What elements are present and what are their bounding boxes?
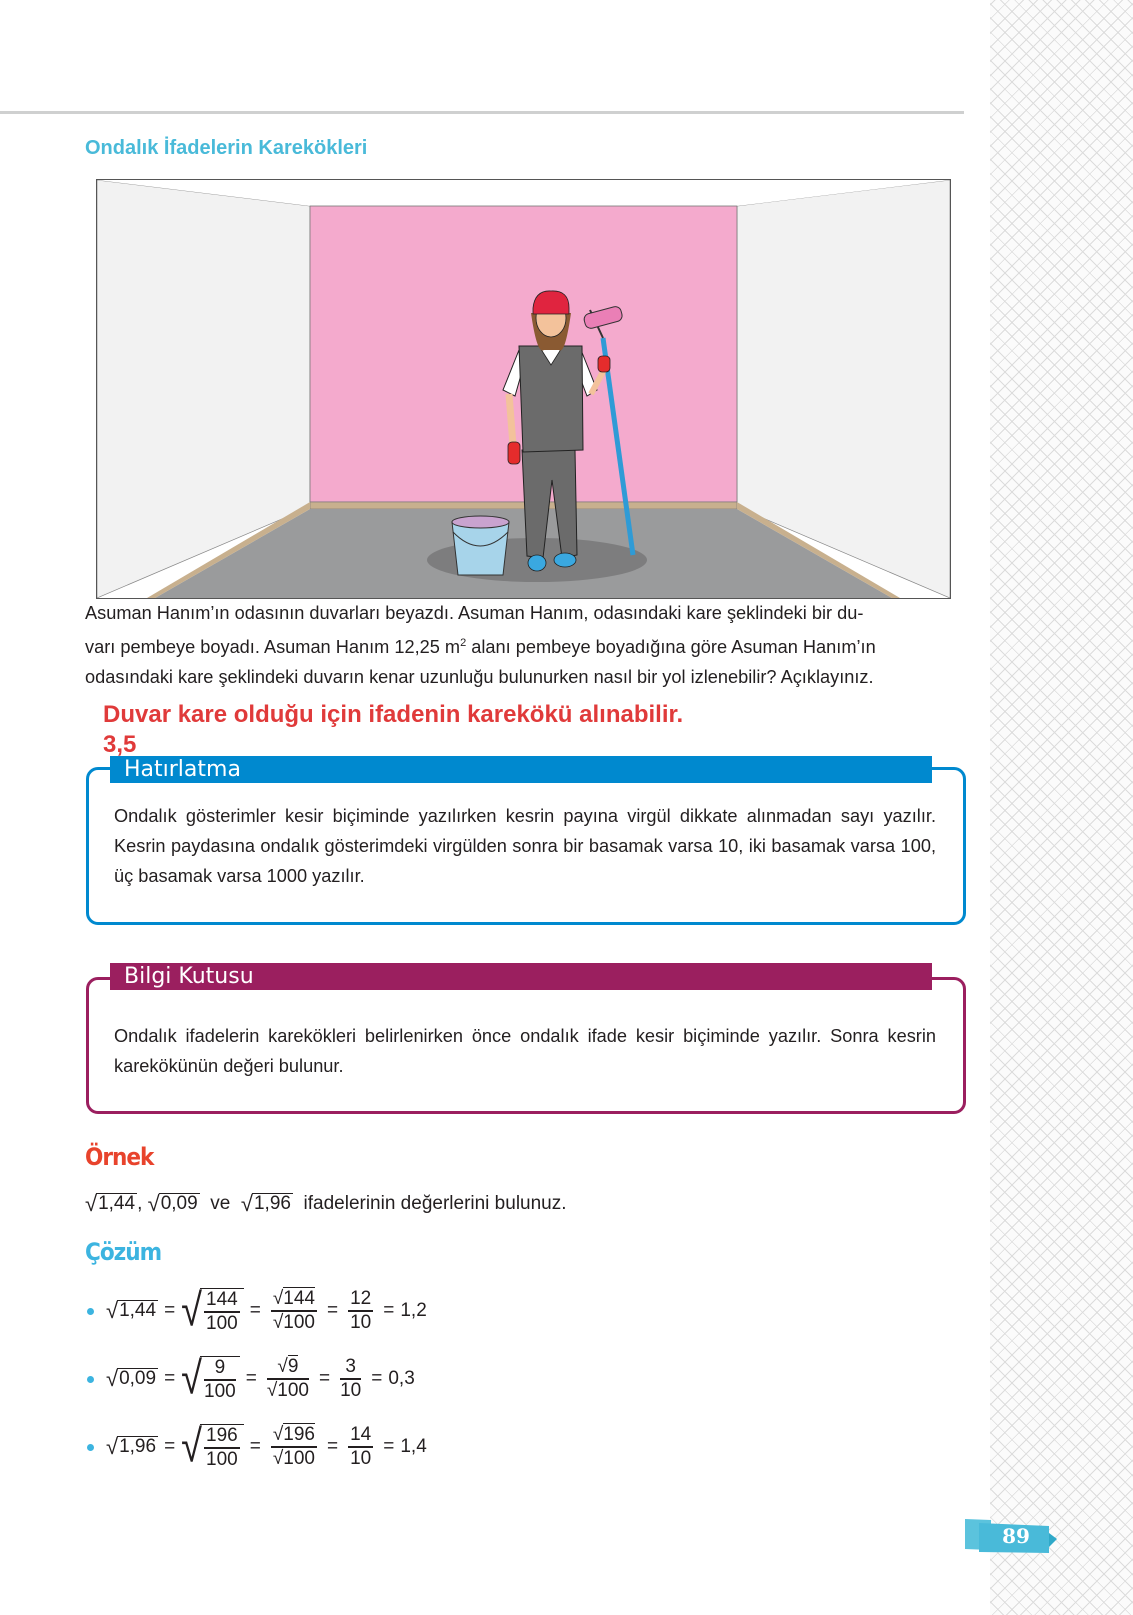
reminder-box-text: Ondalık gösterimler kesir biçiminde yazılırken kesrin payına virgül dikkate alınmadan sayı yazılır. Kesrin paydasına ondalık gösterimdeki virgülden sonra bir basamak varsa 10, iki basamak varsa 100, üç basamak varsa 1000 yazılır. xyxy=(114,806,936,886)
step-result: 1,4 xyxy=(400,1436,427,1457)
simplified-fraction: $\frac{3}{10}$ xyxy=(340,1355,362,1401)
question-paragraph xyxy=(85,598,965,692)
simplified-fraction: $\frac{14}{10}$ xyxy=(350,1423,372,1469)
sqrt-term: √ 0,09 xyxy=(106,1366,157,1391)
sqrt-term: √ 1,44 xyxy=(106,1298,157,1323)
sqrt-icon: √ xyxy=(106,1434,119,1459)
sqrt-term: √ 1,96 xyxy=(106,1434,157,1459)
sqrt-icon: √ xyxy=(147,1191,160,1216)
header-rule xyxy=(0,111,964,114)
question-line-1: Asuman Hanım’ın odasının duvarları beyazdı. Asuman Hanım, odasındaki kare şeklindeki bir du- xyxy=(85,603,864,623)
simplified-fraction: $\frac{12}{10}$ xyxy=(350,1287,372,1333)
sqrt-term: √ 0,09 xyxy=(147,1191,198,1216)
sqrt-term: √ 1,96 xyxy=(240,1191,291,1216)
sqrt-icon: √ xyxy=(240,1191,253,1216)
solution-label: Çözüm xyxy=(85,1238,162,1266)
sqrt-icon: √ xyxy=(181,1285,203,1337)
room-illustration xyxy=(96,179,951,599)
question-line-2: varı pembeye boyadı. Asuman Hanım 12,25 $m^2$ alanı pembeye boyadığına göre Asuman Hanım’ın xyxy=(85,637,876,658)
sqrt-fraction: √ $\frac{144}{100}$ xyxy=(181,1288,244,1335)
bullet-icon xyxy=(87,1308,94,1315)
side-decorative-pattern xyxy=(990,0,1133,1615)
reminder-box-title: Hatırlatma xyxy=(110,756,932,783)
answer-line-2: 3,5 xyxy=(103,731,137,758)
root-fraction: $\frac{√196}{√100}$ xyxy=(272,1423,315,1469)
solution-step: √ 1,96 = √ $\frac{196}{100}$ = $\frac{√196}{√100}$ = $\frac{14}{10}$ = 1,4 xyxy=(85,1417,427,1477)
page-number-badge xyxy=(965,1519,1057,1553)
root-fraction: $\frac{√144}{√100}$ xyxy=(272,1287,315,1333)
solution-step: √ 1,44 = √ $\frac{144}{100}$ = $\frac{√144}{√100}$ = $\frac{12}{10}$ = 1,2 xyxy=(85,1281,427,1341)
sqrt-term: √ 1,44 xyxy=(85,1191,136,1216)
info-box-title: Bilgi Kutusu xyxy=(110,963,932,990)
example-statement: √ 1,44 , √ 0,09 ve √ 1,96 ifadelerinin değerlerini bulunuz. xyxy=(85,1191,567,1216)
bullet-icon xyxy=(87,1376,94,1383)
page-number: 89 xyxy=(1002,1524,1030,1548)
sqrt-fraction: √ $\frac{196}{100}$ xyxy=(181,1424,244,1471)
question-line-3: odasındaki kare şeklindeki duvarın kenar uzunluğu bulunurken nasıl bir yol izlenebilir? Açıklayınız. xyxy=(85,667,874,688)
sqrt-icon: √ xyxy=(106,1298,119,1323)
info-box-text: Ondalık ifadelerin karekökleri belirlenirken önce ondalık ifade kesir biçiminde yazılır. Sonra kesrin karekökünün değeri bulunur. xyxy=(114,1026,936,1076)
solution-step: √ 0,09 = √ $\frac{9}{100}$ = $\frac{√9}{√100}$ = $\frac{3}{10}$ = 0,3 xyxy=(85,1349,415,1409)
sqrt-icon: √ xyxy=(181,1353,203,1405)
sqrt-icon: √ xyxy=(85,1191,98,1216)
sqrt-icon: √ xyxy=(181,1421,203,1473)
step-result: 1,2 xyxy=(400,1300,427,1321)
step-result: 0,3 xyxy=(388,1368,415,1389)
example-label: Örnek xyxy=(85,1143,154,1171)
bullet-icon xyxy=(87,1444,94,1451)
root-fraction: $\frac{√9}{√100}$ xyxy=(266,1355,309,1401)
sqrt-icon: √ xyxy=(106,1366,119,1391)
answer-line-1: Duvar kare olduğu için ifadenin karekökü alınabilir. xyxy=(103,701,684,728)
sqrt-fraction: √ $\frac{9}{100}$ xyxy=(181,1356,240,1403)
section-title: Ondalık İfadelerin Karekökleri xyxy=(85,137,368,159)
